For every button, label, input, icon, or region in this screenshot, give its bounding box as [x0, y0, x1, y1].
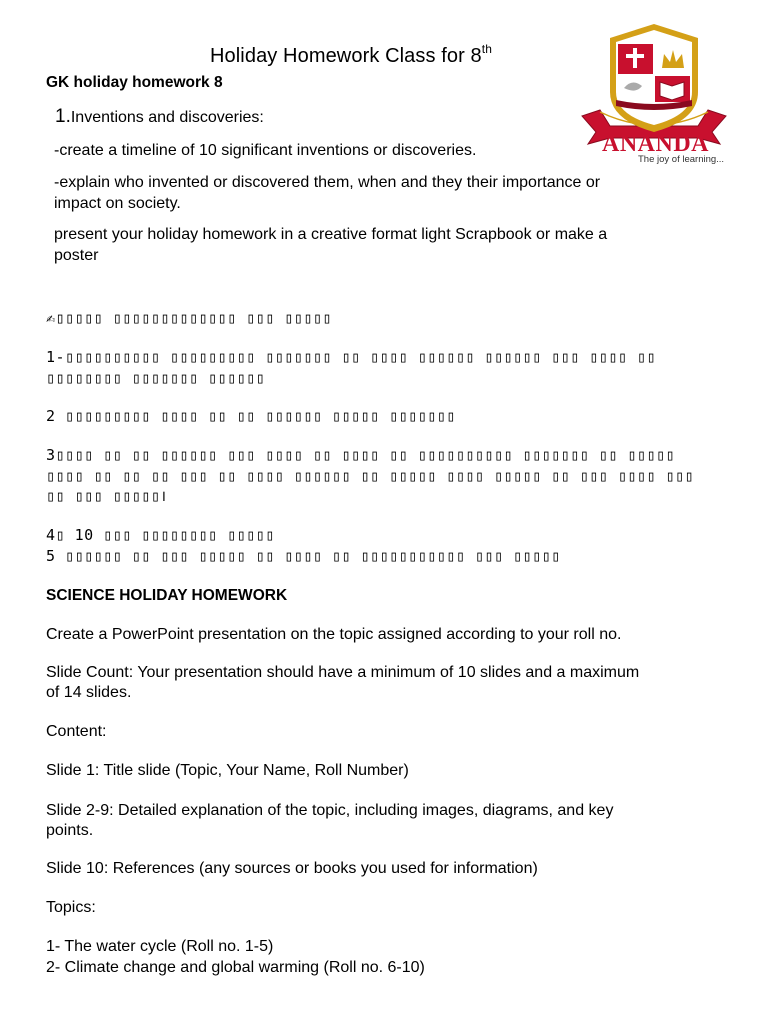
gk-instruction-3b: poster	[54, 247, 99, 264]
gk-instruction-1: -create a timeline of 10 significant inventions or discoveries.	[54, 142, 477, 159]
science-count-b: of 14 slides.	[46, 684, 132, 701]
science-heading: SCIENCE HOLIDAY HOMEWORK	[46, 587, 288, 604]
gk-instruction-2b: impact on society.	[54, 195, 181, 212]
gk-item-1	[55, 106, 264, 128]
gk-item-number: 1.	[55, 106, 71, 127]
science-slide-2a: Slide 2-9: Detailed explanation of the topic, including images, diagrams, and key	[46, 802, 614, 819]
gk-heading: GK holiday homework 8	[46, 74, 223, 91]
page-title	[210, 42, 492, 68]
hindi-item-3b: ▯▯▯▯ ▯▯ ▯▯ ▯▯ ▯▯▯ ▯▯ ▯▯▯▯ ▯▯▯▯▯▯ ▯▯ ▯▯▯▯▯ ▯▯▯▯ ▯▯▯▯▯ ▯▯ ▯▯▯ ▯▯▯▯ ▯▯▯	[46, 467, 695, 485]
hindi-item-1b: ▯▯▯▯▯▯▯▯ ▯▯▯▯▯▯▯ ▯▯▯▯▯▯	[46, 369, 266, 387]
hindi-item-5: 5 ▯▯▯▯▯▯ ▯▯ ▯▯▯ ▯▯▯▯▯ ▯▯ ▯▯▯▯ ▯▯ ▯▯▯▯▯▯▯▯▯▯▯ ▯▯▯ ▯▯▯▯▯	[46, 547, 561, 565]
science-topic-2: 2- Climate change and global warming (Roll no. 6-10)	[46, 959, 425, 976]
hindi-heading: ✍▯▯▯▯▯ ▯▯▯▯▯▯▯▯▯▯▯▯▯ ▯▯▯ ▯▯▯▯▯	[46, 309, 332, 327]
science-slide-10: Slide 10: References (any sources or books you used for information)	[46, 860, 538, 877]
logo-tagline: The joy of learning...	[638, 154, 725, 165]
science-content-label: Content:	[46, 723, 107, 740]
gk-instruction-2a: -explain who invented or discovered them, when and they their importance or	[54, 174, 601, 191]
hindi-item-3c: ▯▯ ▯▯▯ ▯▯▯▯▯।	[46, 487, 167, 505]
title-text: Holiday Homework Class for 8	[210, 45, 482, 67]
science-slide-2b: points.	[46, 822, 94, 839]
logo-wordmark: ANANDA	[602, 131, 709, 157]
science-intro: Create a PowerPoint presentation on the topic assigned according to your roll no.	[46, 626, 622, 643]
hindi-item-1a: 1-▯▯▯▯▯▯▯▯▯▯ ▯▯▯▯▯▯▯▯▯ ▯▯▯▯▯▯▯ ▯▯ ▯▯▯▯ ▯▯▯▯▯▯ ▯▯▯▯▯▯ ▯▯▯ ▯▯▯▯ ▯▯	[46, 348, 656, 366]
science-slide-1: Slide 1: Title slide (Topic, Your Name, Roll Number)	[46, 762, 409, 779]
science-count-a: Slide Count: Your presentation should have a minimum of 10 slides and a maximum	[46, 664, 640, 681]
hindi-item-3a: 3▯▯▯▯ ▯▯ ▯▯ ▯▯▯▯▯▯ ▯▯▯ ▯▯▯▯ ▯▯ ▯▯▯▯ ▯▯ ▯▯▯▯▯▯▯▯▯▯ ▯▯▯▯▯▯▯ ▯▯ ▯▯▯▯▯	[46, 446, 676, 464]
title-superscript: th	[481, 42, 492, 56]
gk-instruction-3a: present your holiday homework in a creative format light Scrapbook or make a	[54, 226, 608, 243]
hindi-item-2: 2 ▯▯▯▯▯▯▯▯▯ ▯▯▯▯ ▯▯ ▯▯ ▯▯▯▯▯▯ ▯▯▯▯▯ ▯▯▯▯▯▯▯	[46, 407, 456, 425]
science-topics-label: Topics:	[46, 899, 96, 916]
science-topic-1: 1- The water cycle (Roll no. 1-5)	[46, 938, 274, 955]
gk-item-title: Inventions and discoveries:	[70, 109, 264, 126]
hindi-item-4: 4▯ 10 ▯▯▯ ▯▯▯▯▯▯▯▯ ▯▯▯▯▯	[46, 526, 275, 544]
